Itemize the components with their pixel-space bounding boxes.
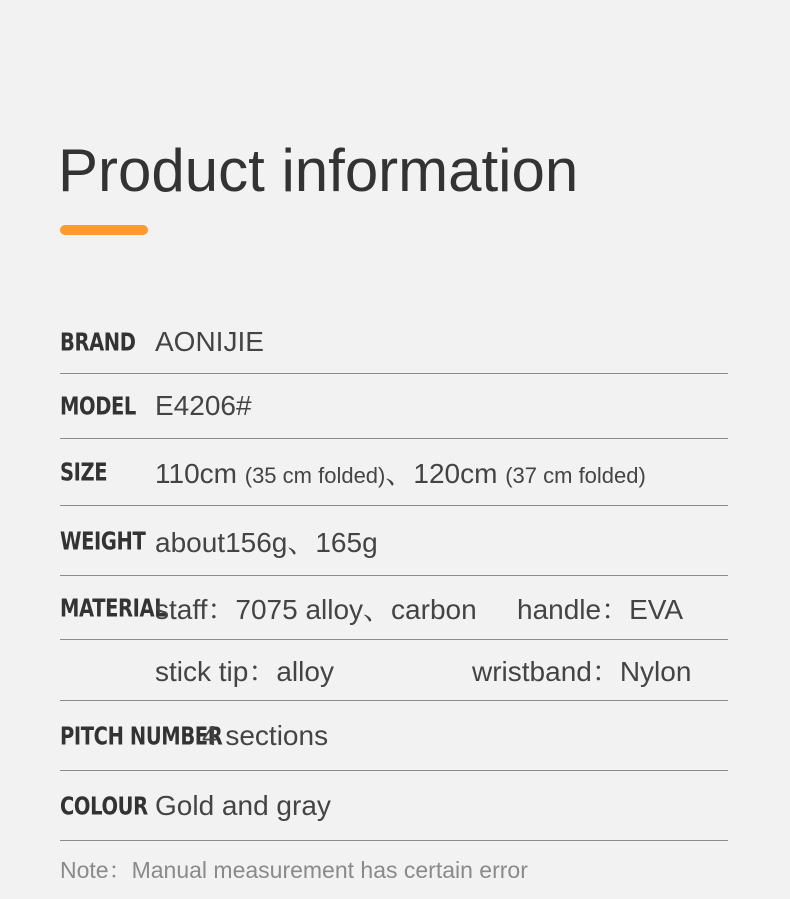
spec-row-colour — [60, 771, 728, 841]
spec-table — [60, 310, 728, 841]
spec-value-pitch-number: 4 sections — [202, 719, 329, 751]
spec-value-model: E4206# — [155, 390, 252, 421]
spec-label-size: SIZE — [60, 457, 108, 487]
spec-value-weight: about156g、165g — [155, 526, 378, 558]
spec-row-weight — [60, 506, 728, 576]
measurement-note: Note：Manual measurement has certain error — [60, 857, 528, 883]
material-staff: staff：7075 alloy、carbon — [155, 593, 477, 625]
spec-label-colour: COLOUR — [60, 791, 148, 820]
size-note-35: (35 cm folded) — [244, 463, 386, 488]
spec-row-brand — [60, 310, 728, 374]
material-stick-tip: stick tip：alloy — [155, 656, 334, 687]
spec-row-pitch-number — [60, 701, 728, 771]
size-value-120: 120cm — [413, 458, 498, 489]
material-wristband: wristband：Nylon — [472, 656, 692, 687]
page-title: Product information — [58, 137, 579, 204]
spec-label-weight: WEIGHT — [60, 526, 146, 555]
spec-row-model — [60, 374, 728, 439]
spec-value-size — [155, 452, 646, 492]
spec-label-material: MATERIAL — [60, 593, 167, 622]
title-accent-bar — [60, 225, 148, 235]
spec-label-pitch-number: PITCH NUMBER — [60, 721, 223, 750]
spec-value-colour: Gold and gray — [155, 789, 331, 821]
spec-label-brand: BRAND — [60, 327, 136, 356]
spec-row-material-2 — [60, 640, 728, 701]
size-value-110: 110cm — [155, 458, 237, 489]
size-note-37: (37 cm folded) — [505, 463, 646, 488]
spec-row-size — [60, 439, 728, 506]
spec-row-material — [60, 576, 728, 640]
spec-label-model: MODEL — [60, 391, 136, 421]
material-handle: handle：EVA — [517, 593, 684, 625]
size-separator: 、 — [385, 458, 414, 489]
spec-value-brand: AONIJIE — [155, 325, 264, 357]
